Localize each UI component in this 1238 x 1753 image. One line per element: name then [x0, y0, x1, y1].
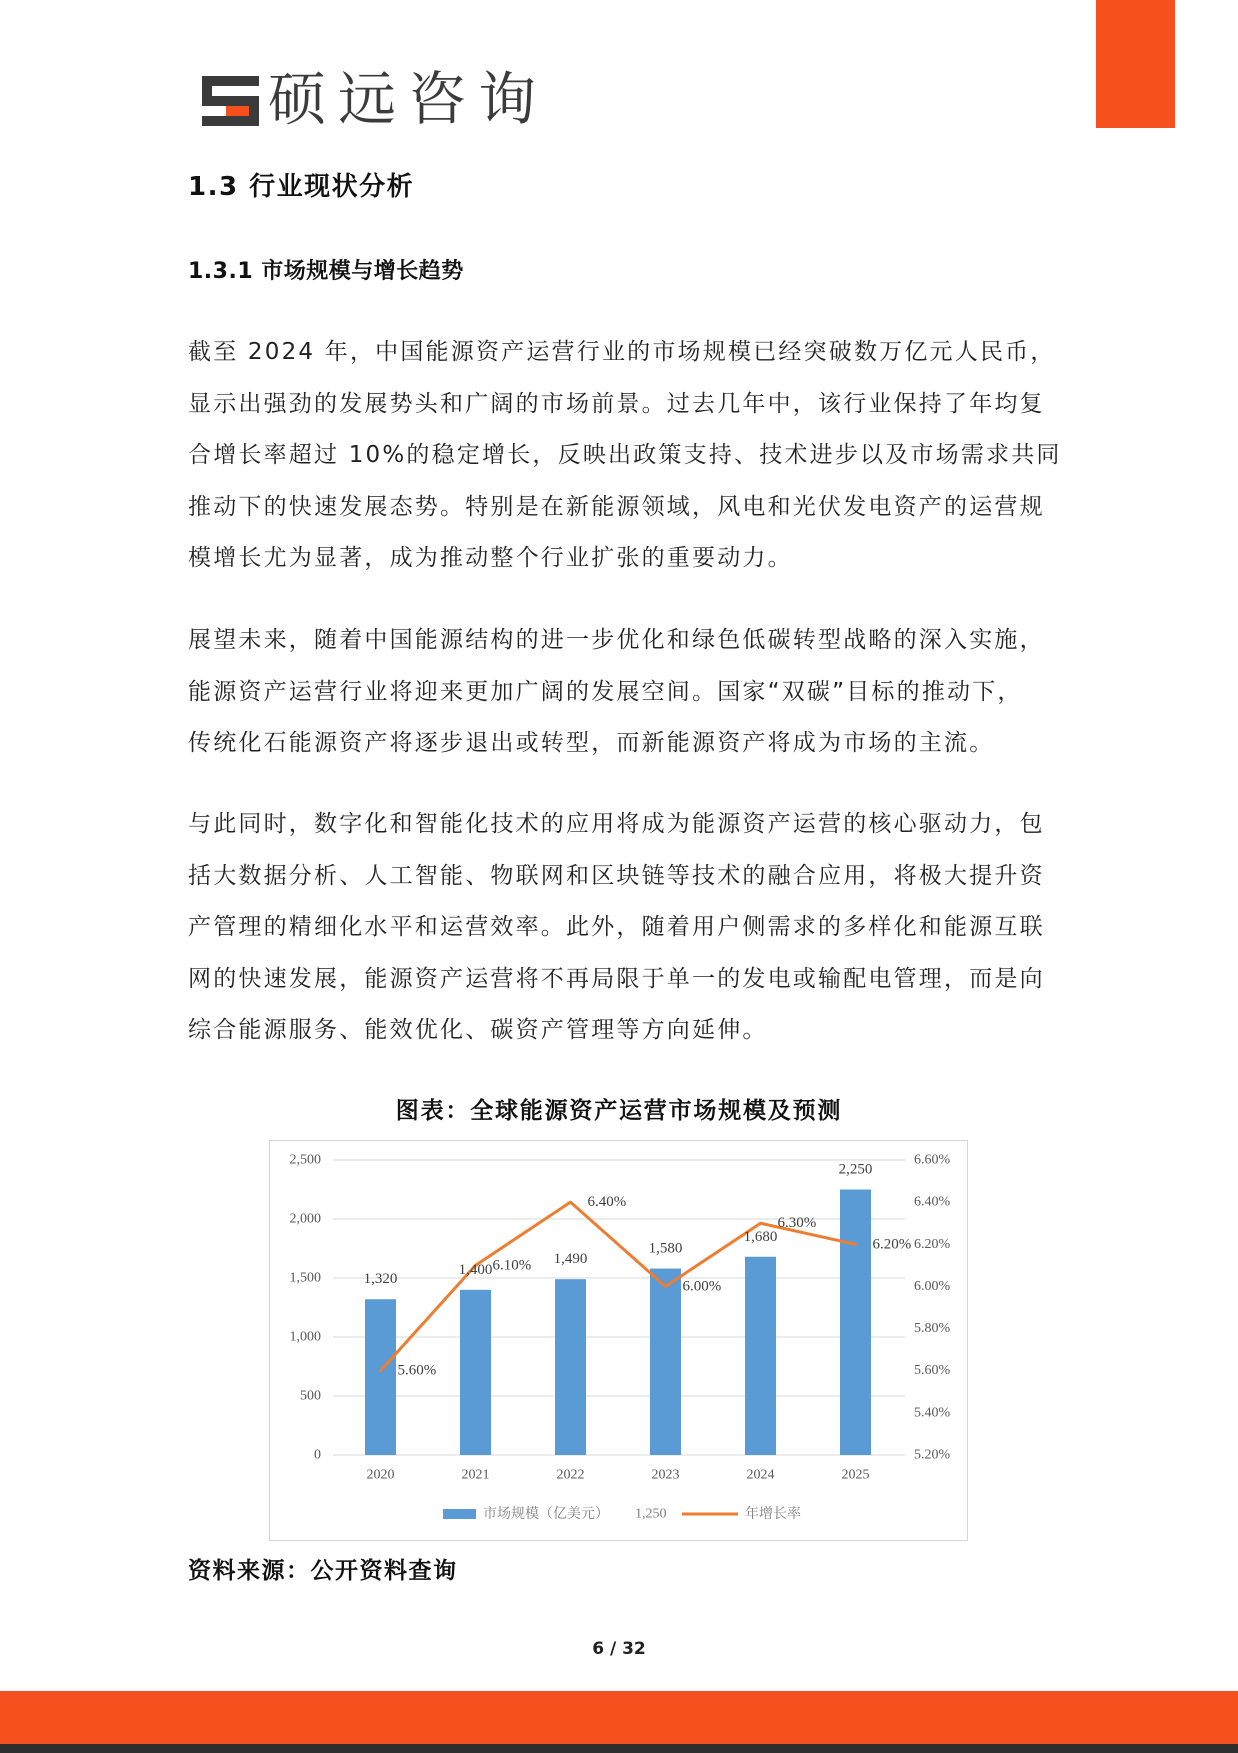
paragraph-2 [188, 615, 1088, 770]
y-left-tick-label: 500 [300, 1388, 321, 1404]
bar-value-label: 1,680 [743, 1228, 778, 1245]
y-left-tick-label: 2,000 [289, 1211, 321, 1227]
x-tick-label: 2022 [556, 1467, 585, 1483]
growth-rate-value-label: 6.10% [492, 1257, 532, 1274]
x-tick-label: 2023 [651, 1467, 680, 1483]
x-tick-label: 2021 [461, 1467, 490, 1483]
y-right-tick-label: 6.40% [914, 1194, 951, 1210]
body-text-line: 括大数据分析、人工智能、物联网和区块链等技术的融合应用，将极大提升资 [188, 862, 1045, 889]
legend-label-market-size: 市场规模（亿美元） [483, 1506, 609, 1522]
growth-rate-value-label: 6.30% [777, 1215, 817, 1232]
y-right-tick-label: 5.20% [914, 1447, 951, 1463]
paragraph-3 [188, 799, 1088, 1057]
bar-2021 [460, 1290, 491, 1455]
y-right-tick-label: 5.80% [914, 1321, 951, 1337]
growth-rate-value-label: 6.00% [682, 1278, 722, 1295]
body-text-line: 截至 2024 年，中国能源资产运营行业的市场规模已经突破数万亿元人民币， [188, 339, 1056, 366]
body-text-line: 综合能源服务、能效优化、碳资产管理等方向延伸。 [188, 1017, 768, 1044]
growth-rate-value-label: 6.40% [587, 1194, 627, 1211]
bar-2024 [745, 1257, 776, 1455]
body-text-line: 网的快速发展，能源资产运营将不再局限于单一的发电或输配电管理，而是向 [188, 965, 1045, 992]
logo-text: 硕远咨询 [268, 65, 549, 133]
bottom-accent-bar [0, 1691, 1238, 1744]
bar-value-label: 1,490 [553, 1251, 588, 1268]
section-subheading: 1.3.1 市场规模与增长趋势 [188, 259, 464, 284]
body-text-line: 传统化石能源资产将逐步退出或转型，而新能源资产将成为市场的主流。 [188, 730, 995, 757]
market-size-chart [269, 1140, 968, 1541]
growth-rate-value-label: 5.60% [397, 1362, 437, 1379]
body-text-line: 合增长率超过 10%的稳定增长，反映出政策支持、技术进步以及市场需求共同 [188, 442, 1062, 469]
y-left-tick-label: 2,500 [289, 1152, 321, 1168]
bar-value-label: 2,250 [838, 1161, 873, 1178]
legend-label-growth-rate: 年增长率 [745, 1506, 801, 1522]
chart-source-note: 资料来源：公开资料查询 [188, 1558, 458, 1584]
top-accent-block [1096, 0, 1175, 128]
y-left-tick-label: 0 [314, 1447, 321, 1463]
bar-2025 [840, 1190, 871, 1456]
y-right-tick-label: 6.60% [914, 1152, 951, 1168]
legend-extra-value: 1,250 [635, 1506, 667, 1522]
x-tick-label: 2020 [366, 1467, 395, 1483]
body-text-line: 显示出强劲的发展势头和广阔的市场前景。过去几年中，该行业保持了年均复 [188, 390, 1045, 417]
y-right-tick-label: 6.20% [914, 1236, 951, 1252]
paragraph-1 [188, 327, 1088, 585]
page-number: 6 / 32 [592, 1639, 646, 1659]
body-text-line: 模增长尤为显著，成为推动整个行业扩张的重要动力。 [188, 545, 793, 572]
y-right-tick-label: 6.00% [914, 1278, 951, 1294]
body-text-line: 产管理的精细化水平和运营效率。此外，随着用户侧需求的多样化和能源互联 [188, 914, 1045, 941]
bar-value-label: 1,320 [363, 1271, 398, 1288]
bar-2022 [555, 1279, 586, 1455]
growth-rate-value-label: 6.20% [872, 1236, 912, 1253]
y-right-tick-label: 5.60% [914, 1363, 951, 1379]
x-tick-label: 2025 [841, 1467, 870, 1483]
chart-frame [269, 1140, 968, 1541]
chart-caption: 图表：全球能源资产运营市场规模及预测 [395, 1098, 843, 1124]
bar-value-label: 1,400 [458, 1261, 493, 1278]
bar-value-label: 1,580 [648, 1240, 683, 1257]
x-tick-label: 2024 [746, 1467, 775, 1483]
bar-2023 [650, 1269, 681, 1455]
section-heading: 1.3 行业现状分析 [188, 172, 415, 202]
bottom-dark-strip [0, 1744, 1238, 1753]
body-text-line: 能源资产运营行业将迎来更加广阔的发展空间。国家“双碳”目标的推动下， [188, 678, 1023, 705]
logo-mark-icon [202, 76, 259, 126]
body-text-line: 推动下的快速发展态势。特别是在新能源领域，风电和光伏发电资产的运营规 [188, 493, 1045, 520]
y-right-tick-label: 5.40% [914, 1405, 951, 1421]
body-text-line: 展望未来，随着中国能源结构的进一步优化和绿色低碳转型战略的深入实施， [188, 627, 1045, 654]
body-text-line: 与此同时，数字化和智能化技术的应用将成为能源资产运营的核心驱动力，包 [188, 811, 1045, 838]
y-left-tick-label: 1,500 [289, 1270, 321, 1286]
legend-swatch-market-size [443, 1509, 476, 1519]
bar-2020 [365, 1299, 396, 1455]
y-left-tick-label: 1,000 [289, 1329, 321, 1345]
